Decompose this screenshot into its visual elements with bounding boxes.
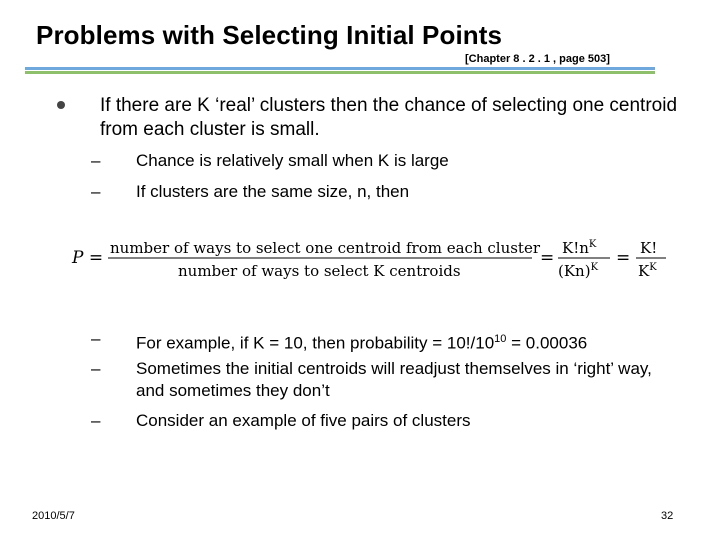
sub-item-text: If clusters are the same size, n, then (136, 182, 410, 201)
dash-marker: – (91, 411, 101, 430)
formula-frac3-den: $K^K$ (638, 262, 657, 280)
example-result: = 0.00036 (506, 333, 588, 353)
page-number: 32 (661, 510, 674, 522)
sub-item-text: Consider an example of five pairs of clusters (136, 411, 471, 430)
bullet-dot-icon (57, 101, 65, 109)
probability-formula (70, 232, 710, 292)
formula-denominator: number of ways to select K centroids (178, 262, 461, 280)
formula-eq3: = (616, 248, 631, 268)
sub-item-text: Sometimes the initial centroids will readjust themselves in ‘right’ way, and sometimes they don’t (136, 359, 652, 400)
example-text: For example, if K = 10, then probability = 10!/10 (136, 333, 495, 353)
footer-date: 2010/5/7 (32, 510, 75, 522)
formula-lhs: P = (72, 248, 104, 268)
example-exponent: 10 (494, 333, 507, 345)
slide-title: Problems with Selecting Initial Points (36, 20, 503, 50)
main-bullet-text: If there are K ‘real’ clusters then the chance of selecting one centroid from each cluster is small. (100, 95, 678, 140)
formula-frac2-den: $(Kn)^K$ (558, 262, 599, 280)
dash-marker: – (91, 329, 101, 348)
formula-frac3-num: K! (640, 239, 658, 257)
sub-item-text: Chance is relatively small when K is large (136, 151, 449, 170)
formula-numerator: number of ways to select one centroid from each cluster (110, 239, 541, 257)
formula-eq2: = (540, 248, 555, 268)
sub-item-text (136, 328, 676, 355)
chapter-reference: [Chapter 8 . 2 . 1 , page 503] (465, 53, 610, 65)
dash-marker: – (91, 151, 101, 170)
title-rule-green (25, 71, 655, 74)
dash-marker: – (91, 182, 101, 201)
formula-frac2-num: $K!n^K$ (562, 239, 597, 257)
title-rule-blue (25, 67, 655, 70)
dash-marker: – (91, 359, 101, 378)
